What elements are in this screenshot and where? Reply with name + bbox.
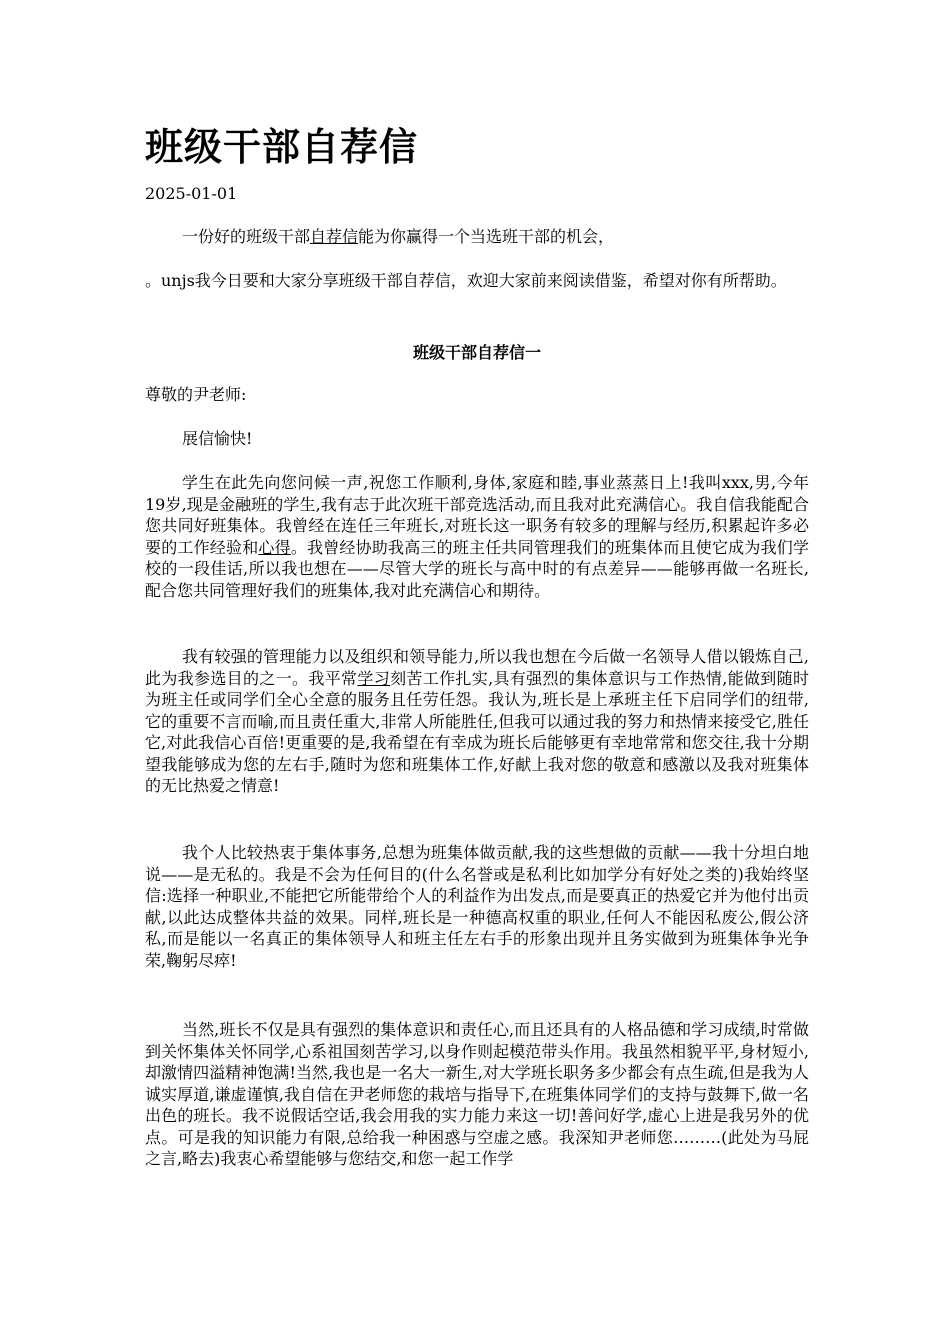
document-title: 班级干部自荐信 (145, 125, 419, 169)
intro-paragraph-2: 。unjs我今日要和大家分享班级干部自荐信，欢迎大家前来阅读借鉴，希望对你有所帮助。 (145, 271, 787, 290)
p1-text-b: 。我曾经协助我高三的班主任共同管理我们的班集体而且使它成为我们学校的一段佳话,所以我也想在——尽管大学的班长与高中时的有点差异——能够再做一名班长,配合您共同管理好我们的班集体,我对此充满信心和期待。 (145, 537, 809, 600)
document-date: 2025-01-01 (145, 184, 238, 203)
intro-text-a: 一份好的班级干部 (182, 227, 311, 246)
greeting: 展信愉快! (182, 429, 253, 448)
body-paragraph-3: 我个人比较热衷于集体事务,总想为班集体做贡献,我的这些想做的贡献——我十分坦白地说——是无私的。我是不会为任何目的(什么名誉或是私利比如加学分有好处之类的)我始终坚信:选择一种职业,不能把它所能带给个人的利益作为出发点,而是要真正的热爱它并为他付出贡献,以此达成整体共益的效果。同样,班长是一种德高权重的职业,任何人不能因私废公,假公济私,而是能以一名真正的集体领导人和班主任左右手的形象出现并且务实做到为班集体争光争荣,鞠躬尽瘁! (145, 843, 809, 970)
study-link[interactable]: 学习 (357, 668, 391, 688)
recommendation-letter-link[interactable]: 自荐信 (310, 227, 359, 246)
intro-text-b: 能为你赢得一个当选班干部的机会， (358, 227, 615, 246)
experience-link[interactable]: 心得 (258, 537, 291, 557)
p2-text-b: 刻苦工作扎实,具有强烈的集体意识与工作热情,能做到随时为班主任或同学们全心全意的服务且任劳任怨。我认为,班长是上承班主任下启同学们的纽带,它的重要不言而喻,而且责任重大,非常人所能胜任,但我可以通过我的努力和热情来接受它,胜任它,对此我信心百倍!更重要的是,我希望在有幸成为班长后能够更有幸地常常和您交往,我十分期望我能够成为您的左右手,随时为您和班集体工作,好献上我对您的敬意和感激以及我对班集体的无比热爱之情意! (145, 668, 809, 795)
p1-text-a: 学生在此先向您问候一声,祝您工作顺利,身体,家庭和睦,事业蒸蒸日上!我叫xxx,男,今年19岁,现是金融班的学生,我有志于此次班干部竞选活动,而且我对此充满信心。我自信我能配合您共同好班集体。我曾经在连任三年班长,对班长这一职务有较多的理解与经历,积累起许多必要的工作经验和 (145, 473, 809, 557)
p2-text-a: 我有较强的管理能力以及组织和领导能力,所以我也想在今后做一名领导人借以锻炼自己,此为我参选目的之一。我平常 (145, 647, 809, 688)
body-paragraph-2 (145, 646, 809, 797)
salutation: 尊敬的尹老师: (145, 385, 247, 404)
section-heading: 班级干部自荐信一 (412, 343, 541, 362)
body-paragraph-4: 当然,班长不仅是具有强烈的集体意识和责任心,而且还具有的人格品德和学习成绩,时常做到关怀集体关怀同学,心系祖国刻苦学习,以身作则起模范带头作用。我虽然相貌平平,身材短小,却激情四溢精神饱满!当然,我也是一名大一新生,对大学班长职务多少都会有点生疏,但是我为人诚实厚道,谦虚谨慎,我自信在尹老师您的栽培与指导下,在班集体同学们的支持与鼓舞下,做一名出色的班长。我不说假话空话,我会用我的实力能力来这一切!善问好学,虚心上进是我另外的优点。可是我的知识能力有限,总给我一种困惑与空虚之感。我深知尹老师您………(此处为马屁之言,略去)我衷心希望能够与您结交,和您一起工作学 (145, 1020, 809, 1168)
intro-paragraph-1 (145, 226, 809, 248)
body-paragraph-1 (145, 472, 809, 601)
